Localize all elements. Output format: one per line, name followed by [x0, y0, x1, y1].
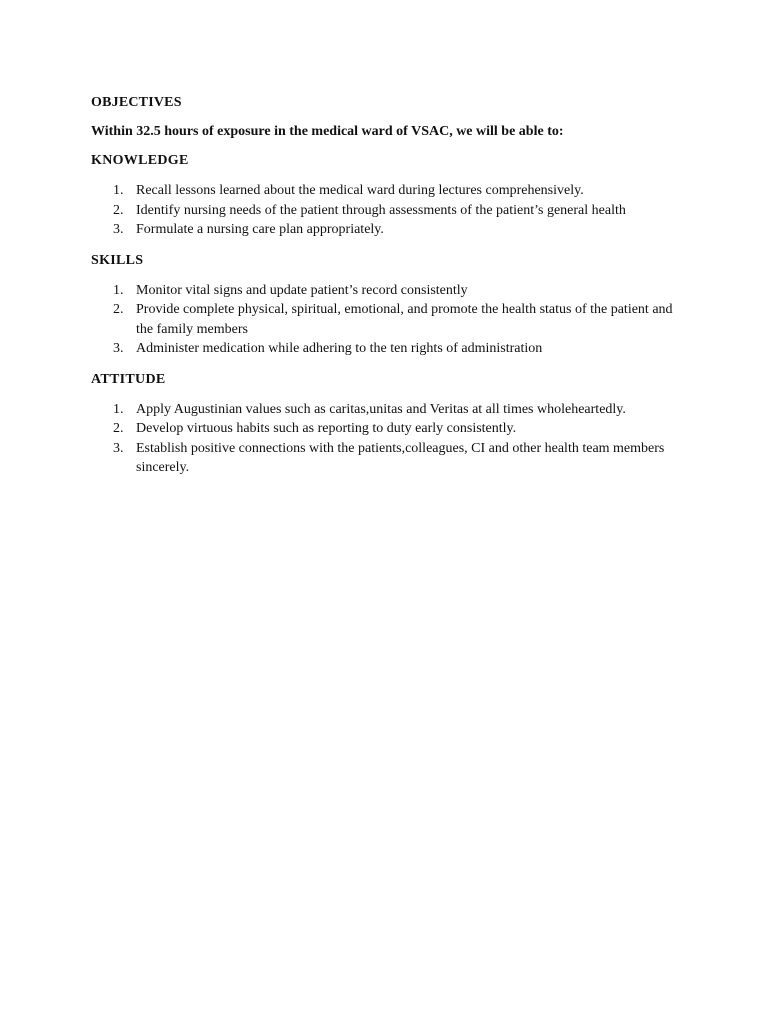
list-item [91, 339, 691, 359]
section-title-skills: SKILLS [91, 252, 144, 268]
list-item [91, 439, 691, 478]
list-item-text: Provide complete physical, spiritual, emotional, and promote the health status of the patient and the family members [136, 302, 673, 337]
list-item [91, 300, 691, 339]
list-item [91, 201, 691, 221]
attitude-list [91, 400, 691, 478]
list-item-text: Formulate a nursing care plan appropriately. [136, 222, 384, 237]
knowledge-list [91, 181, 691, 240]
list-item-number: 3. [113, 341, 124, 356]
list-item-number: 1. [113, 401, 124, 417]
skills-list [91, 281, 691, 359]
list-item [91, 281, 691, 301]
list-item-number: 2. [113, 202, 124, 218]
list-item-number: 1. [113, 282, 124, 298]
list-item-text: Monitor vital signs and update patient’s record consistently [136, 282, 468, 298]
list-item-text: Develop virtuous habits such as reporting to duty early consistently. [136, 421, 517, 436]
section-title-attitude: ATTITUDE [91, 371, 166, 387]
list-item-text: Identify nursing needs of the patient through assessments of the patient’s general health [136, 202, 626, 218]
list-item [91, 419, 691, 439]
list-item-number: 2. [113, 302, 124, 317]
list-item-number: 1. [113, 183, 124, 198]
list-item-text: Administer medication while adhering to the ten rights of administration [136, 341, 543, 356]
list-item-number: 3. [113, 440, 124, 456]
document-intro: Within 32.5 hours of exposure in the medical ward of VSAC, we will be able to: [91, 124, 564, 139]
document-title: OBJECTIVES [91, 95, 182, 110]
list-item-text: Establish positive connections with the patients,colleagues, CI and other health team members sincerely. [136, 440, 665, 475]
list-item-number: 2. [113, 421, 124, 436]
section-title-knowledge: KNOWLEDGE [91, 153, 189, 168]
list-item-text: Recall lessons learned about the medical ward during lectures comprehensively. [136, 183, 584, 198]
list-item [91, 220, 691, 240]
list-item [91, 181, 691, 201]
document-content [91, 94, 691, 478]
list-item-number: 3. [113, 222, 124, 237]
list-item-text: Apply Augustinian values such as caritas,unitas and Veritas at all times wholeheartedly. [136, 401, 626, 417]
list-item [91, 400, 691, 420]
